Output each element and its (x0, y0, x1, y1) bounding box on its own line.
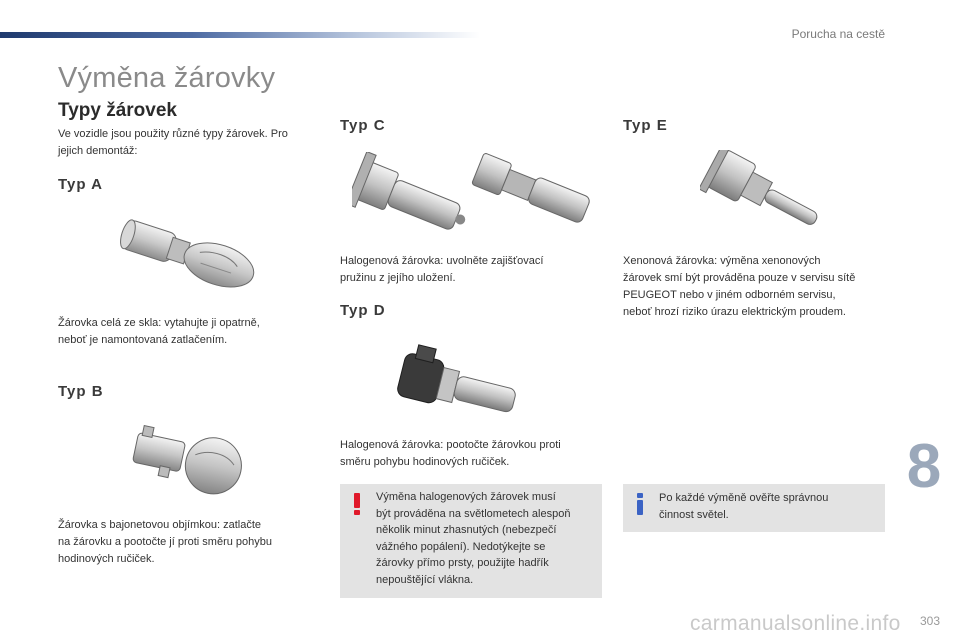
exclamation-warning-icon (350, 492, 364, 516)
type-d-description: Halogenová žárovka: pootočte žárovkou proti směru pohybu hodinových ručiček. (340, 439, 561, 468)
type-b-title: Typ B (58, 383, 104, 400)
bulb-type-c-image (352, 152, 592, 248)
bulb-type-e-image (700, 150, 830, 238)
header-accent-bar (0, 32, 480, 38)
type-c-description: Halogenová žárovka: uvolněte zajišťovací pružinu z jejího uložení. (340, 255, 544, 284)
header-section-title: Porucha na cestě (791, 27, 885, 41)
type-e-title: Typ E (623, 117, 668, 134)
section-title: Typy žárovek (58, 100, 177, 121)
watermark-text: carmanualsonline.info (690, 612, 901, 635)
type-a-title: Typ A (58, 176, 103, 193)
bulb-type-b-image (122, 425, 250, 495)
info-icon (633, 492, 647, 516)
page-number: 303 (919, 614, 940, 628)
type-d-title: Typ D (340, 302, 386, 319)
type-b-description: Žárovka s bajonetovou objímkou: zatlačte na žárovku a pootočte jí proti směru pohybu hodinových ručiček. (58, 519, 273, 565)
info-text: Po každé výměně ověřte správnou činnost světel. (659, 492, 829, 521)
info-box (623, 484, 885, 532)
type-a-description: Žárovka celá ze skla: vytahujte ji opatrně, neboť je namontovaná zatlačením. (58, 317, 260, 346)
page-title: Výměna žárovky (58, 62, 276, 94)
intro-text: Ve vozidle jsou použity různé typy žárovek. Pro jejich demontáž: (58, 128, 288, 157)
chapter-number: 8 (906, 432, 942, 501)
warning-box (340, 484, 602, 598)
type-e-description: Xenonová žárovka: výměna xenonových žárovek smí být prováděna pouze v servisu sítě PEUGEOT nebo v jiném odborném servisu, neboť hrozí riziko úrazu elektrickým proudem. (623, 255, 856, 318)
warning-text: Výměna halogenových žárovek musí být prováděna na světlometech alespoň několik minut zhasnutých (nebezpečí vážného popálení). Nedotýkejte se žárovky přímo prsty, použijte hadřík nepouštějící vlákna. (376, 491, 571, 586)
bulb-type-a-image (110, 218, 260, 294)
bulb-type-d-image (396, 344, 524, 428)
type-c-title: Typ C (340, 117, 386, 134)
